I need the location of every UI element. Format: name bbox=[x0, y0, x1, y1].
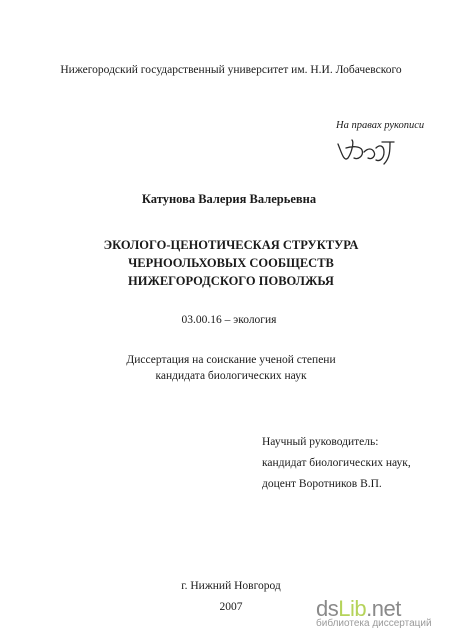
title-line: НИЖЕГОРОДСКОГО ПОВОЛЖЬЯ bbox=[128, 274, 334, 288]
university-name: Нижегородский государственный университет им. Н.И. Лобачевского bbox=[60, 64, 402, 76]
dissertation-title bbox=[6, 236, 450, 290]
advisor-line: Научный руководитель: bbox=[262, 436, 379, 448]
year: 2007 bbox=[219, 601, 243, 613]
dslib-watermark bbox=[316, 596, 446, 636]
handwritten-signature bbox=[332, 134, 402, 166]
scientific-advisor bbox=[262, 432, 411, 495]
specialty-code: 03.00.16 – экология bbox=[181, 314, 277, 326]
title-line: ЭКОЛОГО-ЦЕНОТИЧЕСКАЯ СТРУКТУРА bbox=[103, 238, 359, 252]
degree-line: кандидата биологических наук bbox=[155, 370, 307, 382]
watermark-subtitle: библиотека диссертаций bbox=[316, 618, 432, 629]
watermark-logo: dsLib.net bbox=[316, 596, 401, 621]
rights-notice: На правах рукописи bbox=[336, 120, 425, 131]
degree-statement bbox=[6, 352, 450, 384]
author-name: Катунова Валерия Валерьевна bbox=[141, 192, 317, 206]
advisor-line: доцент Воротников В.П. bbox=[262, 478, 382, 490]
degree-line: Диссертация на соискание ученой степени bbox=[126, 354, 336, 366]
title-line: ЧЕРНООЛЬХОВЫХ СООБЩЕСТВ bbox=[128, 256, 334, 270]
city: г. Нижний Новгород bbox=[181, 580, 281, 592]
advisor-line: кандидат биологических наук, bbox=[262, 457, 411, 469]
